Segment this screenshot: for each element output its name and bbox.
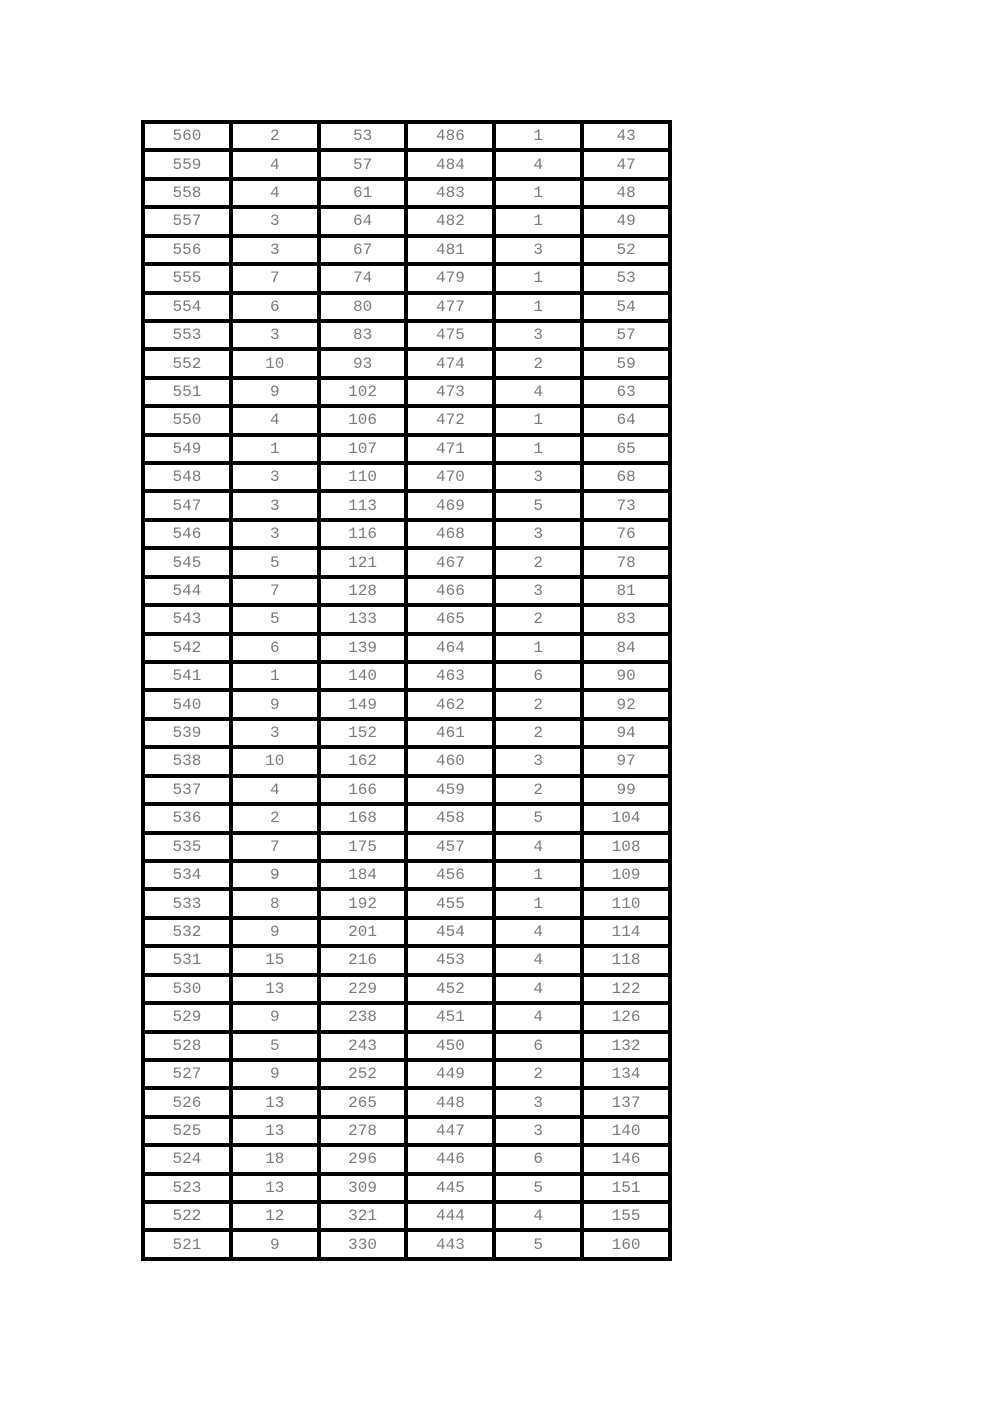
table-cell: 5 (231, 548, 319, 576)
table-row (143, 207, 670, 235)
table-cell: 470 (406, 463, 494, 491)
table-row (143, 122, 670, 150)
table-cell: 547 (143, 491, 231, 519)
table-cell: 5 (494, 804, 582, 832)
table-cell: 2 (494, 776, 582, 804)
table-cell: 18 (231, 1145, 319, 1173)
table-cell: 47 (582, 150, 670, 178)
table-cell: 474 (406, 349, 494, 377)
table-cell: 539 (143, 719, 231, 747)
table-cell: 9 (231, 378, 319, 406)
table-cell: 4 (494, 946, 582, 974)
table-cell: 48 (582, 179, 670, 207)
table-cell: 9 (231, 1003, 319, 1031)
table-cell: 4 (494, 975, 582, 1003)
table-cell: 5 (494, 1230, 582, 1259)
table-cell: 481 (406, 236, 494, 264)
table-cell: 530 (143, 975, 231, 1003)
table-cell: 469 (406, 491, 494, 519)
table-cell: 81 (582, 577, 670, 605)
table-cell: 443 (406, 1230, 494, 1259)
table-cell: 5 (494, 1174, 582, 1202)
table-cell: 64 (582, 406, 670, 434)
table-cell: 529 (143, 1003, 231, 1031)
table-cell: 192 (319, 889, 407, 917)
table-cell: 1 (494, 264, 582, 292)
table-cell: 3 (231, 491, 319, 519)
table-row (143, 548, 670, 576)
table-cell: 452 (406, 975, 494, 1003)
table-cell: 462 (406, 690, 494, 718)
table-cell: 467 (406, 548, 494, 576)
table-cell: 4 (494, 833, 582, 861)
table-cell: 552 (143, 349, 231, 377)
table-cell: 6 (494, 1032, 582, 1060)
table-row (143, 349, 670, 377)
table-cell: 483 (406, 179, 494, 207)
table-row (143, 1088, 670, 1116)
table-cell: 461 (406, 719, 494, 747)
table-row (143, 833, 670, 861)
table-cell: 1 (494, 435, 582, 463)
table-cell: 3 (494, 463, 582, 491)
table-cell: 528 (143, 1032, 231, 1060)
table-cell: 6 (494, 662, 582, 690)
table-cell: 152 (319, 719, 407, 747)
table-cell: 8 (231, 889, 319, 917)
table-cell: 168 (319, 804, 407, 832)
table-cell: 486 (406, 122, 494, 150)
table-cell: 3 (231, 321, 319, 349)
table-cell: 448 (406, 1088, 494, 1116)
table-cell: 110 (319, 463, 407, 491)
table-cell: 128 (319, 577, 407, 605)
table-cell: 550 (143, 406, 231, 434)
table-cell: 531 (143, 946, 231, 974)
table-cell: 450 (406, 1032, 494, 1060)
table-cell: 457 (406, 833, 494, 861)
table-cell: 458 (406, 804, 494, 832)
table-cell: 134 (582, 1060, 670, 1088)
table-row (143, 491, 670, 519)
table-cell: 1 (231, 435, 319, 463)
table-cell: 560 (143, 122, 231, 150)
table-cell: 54 (582, 293, 670, 321)
table-cell: 2 (494, 349, 582, 377)
table-cell: 9 (231, 918, 319, 946)
table-cell: 538 (143, 747, 231, 775)
table-cell: 9 (231, 861, 319, 889)
table-cell: 551 (143, 378, 231, 406)
table-cell: 90 (582, 662, 670, 690)
table-row (143, 179, 670, 207)
table-cell: 555 (143, 264, 231, 292)
table-cell: 133 (319, 605, 407, 633)
table-cell: 155 (582, 1202, 670, 1230)
table-cell: 527 (143, 1060, 231, 1088)
table-cell: 57 (319, 150, 407, 178)
table-cell: 471 (406, 435, 494, 463)
table-cell: 13 (231, 975, 319, 1003)
table-cell: 140 (582, 1117, 670, 1145)
table-cell: 3 (494, 1088, 582, 1116)
table-row (143, 605, 670, 633)
table-cell: 296 (319, 1145, 407, 1173)
table-cell: 525 (143, 1117, 231, 1145)
table-cell: 540 (143, 690, 231, 718)
table-cell: 132 (582, 1032, 670, 1060)
table-row (143, 321, 670, 349)
table-cell: 68 (582, 463, 670, 491)
table-row (143, 776, 670, 804)
table-row (143, 378, 670, 406)
table-cell: 3 (494, 1117, 582, 1145)
table-row (143, 1230, 670, 1259)
table-cell: 243 (319, 1032, 407, 1060)
table-cell: 126 (582, 1003, 670, 1031)
table-cell: 4 (231, 776, 319, 804)
table-cell: 2 (494, 690, 582, 718)
table-cell: 137 (582, 1088, 670, 1116)
table-cell: 3 (494, 520, 582, 548)
table-cell: 64 (319, 207, 407, 235)
table-row (143, 747, 670, 775)
table-body (143, 122, 670, 1259)
table-cell: 175 (319, 833, 407, 861)
table-row (143, 577, 670, 605)
table-cell: 2 (231, 804, 319, 832)
table-cell: 99 (582, 776, 670, 804)
table-cell: 166 (319, 776, 407, 804)
table-cell: 122 (582, 975, 670, 1003)
table-cell: 447 (406, 1117, 494, 1145)
table-cell: 63 (582, 378, 670, 406)
table-row (143, 861, 670, 889)
table-cell: 65 (582, 435, 670, 463)
table-cell: 1 (231, 662, 319, 690)
table-cell: 3 (231, 520, 319, 548)
table-cell: 160 (582, 1230, 670, 1259)
table-cell: 523 (143, 1174, 231, 1202)
table-row (143, 889, 670, 917)
table-cell: 3 (494, 321, 582, 349)
table-cell: 2 (494, 548, 582, 576)
table-cell: 558 (143, 179, 231, 207)
table-cell: 479 (406, 264, 494, 292)
table-cell: 4 (494, 1202, 582, 1230)
table-cell: 278 (319, 1117, 407, 1145)
table-cell: 61 (319, 179, 407, 207)
table-cell: 6 (494, 1145, 582, 1173)
table-cell: 229 (319, 975, 407, 1003)
table-cell: 3 (494, 747, 582, 775)
table-cell: 4 (231, 406, 319, 434)
table-cell: 535 (143, 833, 231, 861)
table-cell: 78 (582, 548, 670, 576)
table-cell: 10 (231, 349, 319, 377)
table-cell: 537 (143, 776, 231, 804)
table-cell: 74 (319, 264, 407, 292)
table-cell: 449 (406, 1060, 494, 1088)
table-cell: 9 (231, 1060, 319, 1088)
table-cell: 522 (143, 1202, 231, 1230)
table-cell: 139 (319, 634, 407, 662)
table-cell: 76 (582, 520, 670, 548)
table-cell: 546 (143, 520, 231, 548)
table-row (143, 1117, 670, 1145)
table-cell: 80 (319, 293, 407, 321)
table-cell: 536 (143, 804, 231, 832)
table-cell: 554 (143, 293, 231, 321)
table-cell: 151 (582, 1174, 670, 1202)
table-row (143, 1060, 670, 1088)
table-cell: 15 (231, 946, 319, 974)
table-row (143, 1202, 670, 1230)
table-cell: 7 (231, 577, 319, 605)
table-row (143, 975, 670, 1003)
table-cell: 216 (319, 946, 407, 974)
table-cell: 13 (231, 1088, 319, 1116)
table-cell: 201 (319, 918, 407, 946)
table-cell: 460 (406, 747, 494, 775)
table-cell: 84 (582, 634, 670, 662)
table-cell: 532 (143, 918, 231, 946)
table-row (143, 662, 670, 690)
table-cell: 102 (319, 378, 407, 406)
table-cell: 9 (231, 1230, 319, 1259)
table-cell: 1 (494, 889, 582, 917)
table-row (143, 264, 670, 292)
table-cell: 541 (143, 662, 231, 690)
table-cell: 116 (319, 520, 407, 548)
table-cell: 454 (406, 918, 494, 946)
table-cell: 1 (494, 207, 582, 235)
table-cell: 4 (231, 150, 319, 178)
table-cell: 446 (406, 1145, 494, 1173)
table-cell: 252 (319, 1060, 407, 1088)
table-cell: 238 (319, 1003, 407, 1031)
table-cell: 3 (231, 236, 319, 264)
table-cell: 140 (319, 662, 407, 690)
table-cell: 463 (406, 662, 494, 690)
table-cell: 149 (319, 690, 407, 718)
table-cell: 3 (494, 577, 582, 605)
table-cell: 4 (494, 150, 582, 178)
table-cell: 104 (582, 804, 670, 832)
table-cell: 459 (406, 776, 494, 804)
table-cell: 106 (319, 406, 407, 434)
table-cell: 7 (231, 264, 319, 292)
table-row (143, 1032, 670, 1060)
table-cell: 521 (143, 1230, 231, 1259)
table-cell: 556 (143, 236, 231, 264)
table-cell: 2 (231, 122, 319, 150)
table-cell: 114 (582, 918, 670, 946)
table-row (143, 236, 670, 264)
table-cell: 1 (494, 122, 582, 150)
table-cell: 73 (582, 491, 670, 519)
table-cell: 321 (319, 1202, 407, 1230)
score-distribution-table (141, 120, 672, 1261)
table-row (143, 946, 670, 974)
table-cell: 2 (494, 605, 582, 633)
table-cell: 113 (319, 491, 407, 519)
table-cell: 3 (494, 236, 582, 264)
table-cell: 548 (143, 463, 231, 491)
table-cell: 549 (143, 435, 231, 463)
table-cell: 10 (231, 747, 319, 775)
table-cell: 97 (582, 747, 670, 775)
table-cell: 1 (494, 861, 582, 889)
table-cell: 110 (582, 889, 670, 917)
table-row (143, 918, 670, 946)
table-cell: 309 (319, 1174, 407, 1202)
table-cell: 3 (231, 719, 319, 747)
table-cell: 53 (319, 122, 407, 150)
table-cell: 57 (582, 321, 670, 349)
table-cell: 3 (231, 463, 319, 491)
table-cell: 553 (143, 321, 231, 349)
table-cell: 464 (406, 634, 494, 662)
table-cell: 4 (494, 1003, 582, 1031)
table-row (143, 435, 670, 463)
table-cell: 544 (143, 577, 231, 605)
table-cell: 94 (582, 719, 670, 747)
table-cell: 83 (319, 321, 407, 349)
table-cell: 162 (319, 747, 407, 775)
table-cell: 109 (582, 861, 670, 889)
table-row (143, 690, 670, 718)
table-row (143, 1174, 670, 1202)
table-cell: 465 (406, 605, 494, 633)
table-cell: 534 (143, 861, 231, 889)
table-cell: 93 (319, 349, 407, 377)
table-cell: 4 (231, 179, 319, 207)
table-cell: 542 (143, 634, 231, 662)
table-cell: 526 (143, 1088, 231, 1116)
table-cell: 43 (582, 122, 670, 150)
table-cell: 482 (406, 207, 494, 235)
table-cell: 118 (582, 946, 670, 974)
table-cell: 2 (494, 1060, 582, 1088)
table-cell: 59 (582, 349, 670, 377)
table-row (143, 634, 670, 662)
table-cell: 1 (494, 406, 582, 434)
table-cell: 107 (319, 435, 407, 463)
table-cell: 543 (143, 605, 231, 633)
table-cell: 184 (319, 861, 407, 889)
table-cell: 53 (582, 264, 670, 292)
table-cell: 1 (494, 179, 582, 207)
table-row (143, 804, 670, 832)
table-cell: 121 (319, 548, 407, 576)
table-cell: 83 (582, 605, 670, 633)
table-cell: 7 (231, 833, 319, 861)
table-row (143, 520, 670, 548)
table-cell: 453 (406, 946, 494, 974)
table-cell: 108 (582, 833, 670, 861)
table-row (143, 463, 670, 491)
table-cell: 52 (582, 236, 670, 264)
table-cell: 545 (143, 548, 231, 576)
table-row (143, 150, 670, 178)
table-cell: 444 (406, 1202, 494, 1230)
table-cell: 559 (143, 150, 231, 178)
table-cell: 468 (406, 520, 494, 548)
table-cell: 4 (494, 378, 582, 406)
table-cell: 13 (231, 1117, 319, 1145)
table-cell: 524 (143, 1145, 231, 1173)
table-cell: 557 (143, 207, 231, 235)
table-cell: 477 (406, 293, 494, 321)
table-cell: 6 (231, 293, 319, 321)
table-cell: 9 (231, 690, 319, 718)
table-row (143, 1003, 670, 1031)
table-cell: 13 (231, 1174, 319, 1202)
table-row (143, 1145, 670, 1173)
table-cell: 1 (494, 293, 582, 321)
table-cell: 445 (406, 1174, 494, 1202)
table-cell: 6 (231, 634, 319, 662)
table-cell: 451 (406, 1003, 494, 1031)
table-cell: 12 (231, 1202, 319, 1230)
table-row (143, 719, 670, 747)
table-cell: 5 (494, 491, 582, 519)
table-cell: 67 (319, 236, 407, 264)
table-cell: 92 (582, 690, 670, 718)
table-cell: 330 (319, 1230, 407, 1259)
table-cell: 533 (143, 889, 231, 917)
table-cell: 455 (406, 889, 494, 917)
table-cell: 1 (494, 634, 582, 662)
table-cell: 475 (406, 321, 494, 349)
table-cell: 5 (231, 605, 319, 633)
table-cell: 146 (582, 1145, 670, 1173)
table-row (143, 293, 670, 321)
table-cell: 265 (319, 1088, 407, 1116)
table-row (143, 406, 670, 434)
table-cell: 456 (406, 861, 494, 889)
table-cell: 4 (494, 918, 582, 946)
table-cell: 49 (582, 207, 670, 235)
table-cell: 5 (231, 1032, 319, 1060)
table-cell: 2 (494, 719, 582, 747)
table-cell: 472 (406, 406, 494, 434)
table-cell: 473 (406, 378, 494, 406)
table-cell: 484 (406, 150, 494, 178)
table-cell: 3 (231, 207, 319, 235)
table-cell: 466 (406, 577, 494, 605)
